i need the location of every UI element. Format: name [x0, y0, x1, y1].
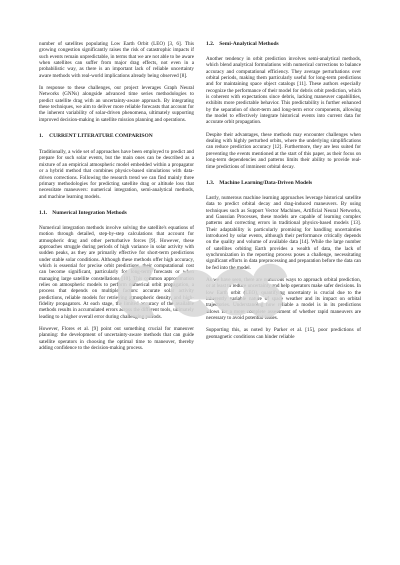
paragraph: Supporting this, as noted by Parker et al. [15], poor predictions of geomagnetic conditions can hinder reliable	[206, 327, 361, 340]
subsection-title: Numerical Integration Methods	[52, 209, 127, 216]
section-heading	[39, 133, 194, 140]
subsection-heading	[206, 180, 361, 187]
subsection-number: 1.2.	[206, 41, 215, 47]
subsection-number: 1.3.	[206, 179, 215, 186]
subsection-title: Semi-Analytical Methods	[219, 41, 279, 47]
section-title: CURRENT LITERATURE COMPARISON	[49, 133, 153, 140]
right-column	[206, 41, 361, 340]
subsection-heading	[206, 41, 361, 48]
paragraph: However, Flores et al. [9] point out something crucial for maneuver planning: the development of uncertainty-aware methods that can guide satellite operators in choosing the optimal time to maneuver, thereby adding confidence to the decision-making process.	[39, 326, 194, 352]
section-number: 1.	[39, 133, 44, 140]
paragraph: Despite their advantages, these methods may encounter challenges when dealing with highly perturbed orbits, where the underlying simplifications can reduce prediction accuracy [12]. Furthermore, they are less suited for preventing the events mentioned at the start of this paper, as their focus on long-term dependencies and patterns limits their ability to provide real-time predictions of imminent orbital decay.	[206, 131, 361, 170]
paragraph: Traditionally, a wide set of approaches have been employed to predict and prepare for such solar events, but the main ones can be described as a mixture of an empirical atmospheric model embedded within a propagator or a hybrid method that combines physics-based simulations with data-driven corrections. Following the research trend we can find mainly three primary methodologies for predicting satellite drag or altitude loss that necessitate maneuvers: numerical integration, semi-analytical methods, and machine learning models.	[39, 149, 194, 200]
paragraph: As we have seen, there are numerous ways to approach orbital prediction, or at least to reduce uncertainty and help operators make safer decisions. In low Earth orbit (LEO), quantifying uncertainty is crucial due to the inherently variable nature of space weather and its impact on orbital trajectories. Understanding how reliable a model is in its predictions allows for a more complete assessment of whether rapid maneuvers are necessary to avoid potential issues.	[206, 276, 361, 322]
subsection-heading	[39, 210, 194, 217]
paragraph: Another tendency in orbit prediction involves semi-analytical methods, which blend analytical formulations with numerical corrections to balance accuracy and computational efficiency. They average perturbations over orbital periods, making them particularly useful for long-term predictions and for maintaining space object catalogs [11]. These authors especially recognize the performance of their model for debris orbit prediction, which is coherent with expectations since debris, lacking maneuver capabilities, exhibits more predictable behavior. This predictability is further enhanced by the separation of short-term and long-term error components, allowing the model to effectively integrate historical events into current data for accurate orbit propagation.	[206, 56, 361, 126]
left-column	[39, 41, 194, 351]
paragraph: In response to these challenges, our project leverages Graph Neural Networks (GNNs) alongside advanced time series methodologies to predict satellite drag with an uncertainty-aware approach. By integrating these techniques, we aim to deliver more reliable forecasts that account for the inherent variability of solar-driven phenomena, ultimately supporting improved decision-making in satellite mission planning and operations.	[39, 85, 194, 123]
paragraph: number of satellites populating Low Earth Orbit (LEO) [3, 6]. This growing congestion significantly raises the risk of catastrophic impacts if such events remain unpredictable, in terms that we are not able to be aware when satellites can suffer from major drag effects, not even in a probabilistic way, as there is an important lack of reliable uncertainty aware methods with real-world implications already being observed [8].	[39, 41, 194, 79]
subsection-title: Machine Learning/Data-Driven Models	[219, 179, 313, 186]
subsection-number: 1.1.	[39, 209, 48, 216]
paragraph: Lastly, numerous machine learning approaches leverage historical satellite data to predict orbital decay and drag-induced maneuvers. By using techniques such as Support Vector Machines, Artificial Neural Networks, and Gaussian Processes, these models are capable of learning complex patterns and correcting errors in traditional physics-based models [13]. Their adaptability is particularly promising for handling uncertainties introduced by solar events, although their performance critically depends on the quality and volume of available data [14]. While the large number of satellites orbiting Earth provides a wealth of data, the lack of synchronization in the reporting process poses a challenge, necessitating significant efforts in data preprocessing and preparation before the data can be fed into the model.	[206, 194, 361, 271]
paragraph: Numerical integration methods involve solving the satellite's equations of motion through detailed, step-by-step calculations that account for atmospheric drag and other perturbative forces [9]. However, these approaches struggle during periods of high variance in solar activity with sudden peaks, as they are primarily effective for short-term predictions under stable solar conditions. Although these methods offer high accuracy, which is essential for precise orbit predictions, their computational cost can become significant, particularly for long-term forecasts or when managing large satellite constellations [10]. This common approximation relies on atmospheric models to perform numerical orbit propagation, a process that depends on multiple factors: accurate solar activity predictions, reliable models for retrieving atmospheric density, and high-fidelity propagators. At each stage, the limited accuracy of the available methods results in accumulated errors across the different tools, ultimately leading to a higher overall error during challenging periods.	[39, 224, 194, 320]
